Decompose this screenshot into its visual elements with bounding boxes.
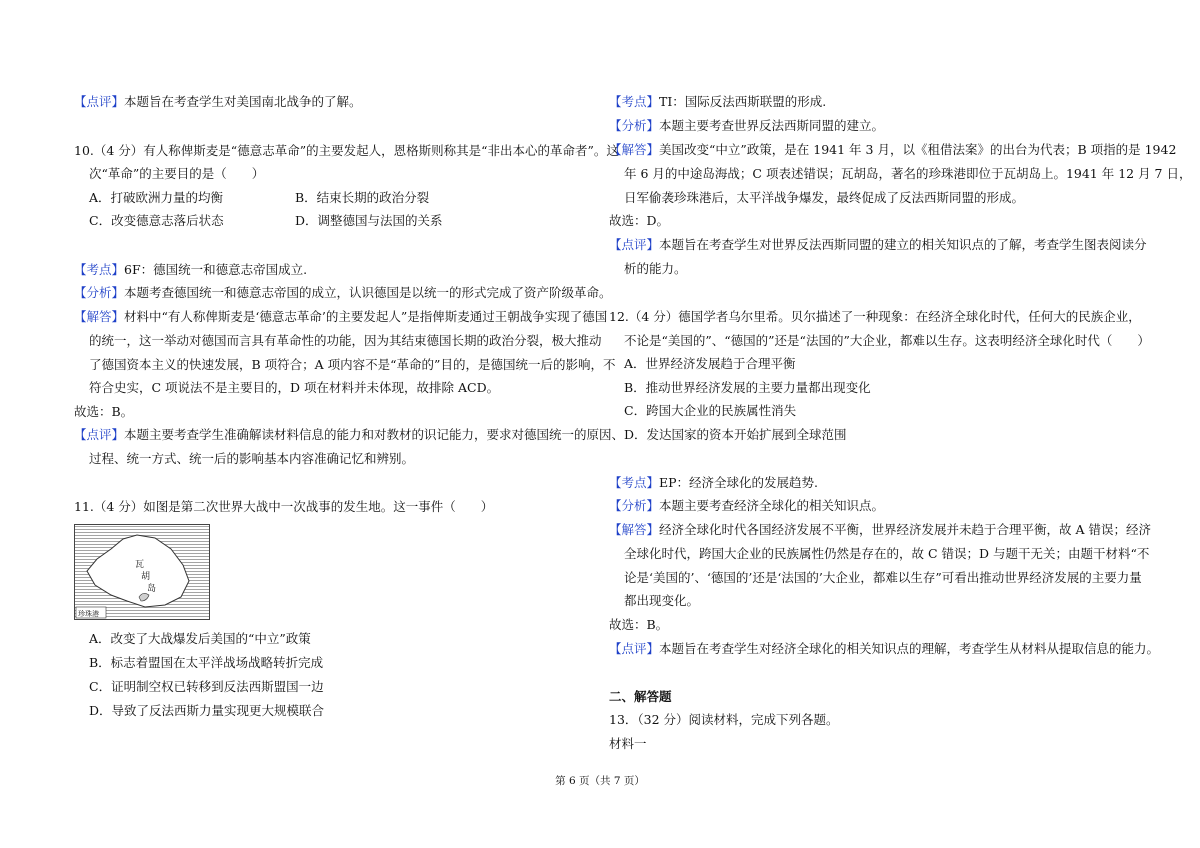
- question-12-option-c: C．跨国大企业的民族属性消失: [624, 403, 797, 418]
- q11-dianping: [609, 237, 1147, 253]
- question-10-stem: 10.（4 分）有人称俾斯麦是“德意志革命”的主要发起人，恩格斯则称其是“非出本心的革命者”。这: [74, 143, 619, 158]
- kaodian-tag: 【考点】: [609, 475, 660, 490]
- q12-jieda-line2: 全球化时代，跨国大企业的民族属性仍然是存在的，故 C 错误；D 与题干无关；由题干材料“不: [624, 546, 1150, 561]
- page-footer: 第 6 页（共 7 页）: [555, 775, 645, 787]
- question-11-option-c: C．证明制空权已转移到反法西斯盟国一边: [89, 679, 324, 694]
- fenxi-text: 本题主要考查经济全球化的相关知识点。: [659, 498, 885, 513]
- q12-jieda-line4: 都出现变化。: [624, 593, 700, 608]
- jieda-tag: 【解答】: [609, 142, 660, 157]
- q12-jieda-line3: 论是‘美国的’、‘德国的’还是‘法国的’大企业，都难以生存”可看出推动世界经济发展的主要力量: [624, 570, 1142, 585]
- dianping-text: 本题旨在考查学生对世界反法西斯同盟的建立的相关知识点的了解，考查学生图表阅读分: [659, 237, 1147, 252]
- fenxi-tag: 【分析】: [609, 118, 660, 133]
- q10-answer: 故选：B。: [74, 404, 134, 419]
- q12-kaodian: [609, 475, 818, 491]
- fenxi-tag: 【分析】: [609, 498, 660, 513]
- question-12-option-b: B．推动世界经济发展的主要力量都出现变化: [624, 380, 871, 395]
- jieda-tag: 【解答】: [74, 309, 125, 324]
- jieda-text: 美国改变“中立”政策，是在 1941 年 3 月，以《租借法案》的出台为代表；B 项指的是 1942: [659, 142, 1177, 157]
- question-11-option-b: B．标志着盟国在太平洋战场战略转折完成: [89, 655, 324, 670]
- question-11-option-d: D．导致了反法西斯力量实现更大规模联合: [89, 703, 325, 718]
- q12-jieda: [609, 522, 1151, 538]
- question-12-stem: 12.（4 分）德国学者乌尔里希。贝尔描述了一种现象：在经济全球化时代，任何大的民族企业，: [609, 309, 1141, 324]
- comment-tag: 【点评】: [74, 94, 125, 109]
- map-label-wa: 瓦: [135, 560, 145, 570]
- comment-text: 本题旨在考查学生对美国南北战争的了解。: [124, 94, 362, 109]
- question-11-option-a: A．改变了大战爆发后美国的“中立”政策: [89, 631, 311, 646]
- dianping-tag: 【点评】: [609, 641, 660, 656]
- question-10-option-b: B．结束长期的政治分裂: [295, 190, 430, 205]
- question-10-option-c: C．改变德意志落后状态: [89, 213, 224, 228]
- q11-jieda: [609, 142, 1176, 158]
- question-12-option-a: A．世界经济发展趋于合理平衡: [624, 356, 796, 371]
- fenxi-tag: 【分析】: [74, 285, 125, 300]
- map-figure: [75, 525, 209, 619]
- q10-kaodian: [74, 262, 307, 278]
- kaodian-tag: 【考点】: [609, 94, 660, 109]
- jieda-text: 材料中“有人称俾斯麦是‘德意志革命’的主要发起人”是指俾斯麦通过王朝战争实现了德国: [124, 309, 608, 324]
- map-label-pearl-harbor: 珍珠港: [78, 610, 99, 618]
- q12-dianping: [609, 641, 1159, 657]
- q10-dianping-line2: 过程、统一方式、统一后的影响基本内容准确记忆和辨别。: [89, 451, 415, 466]
- q11-jieda-line3: 日军偷袭珍珠港后，太平洋战争爆发，最终促成了反法西斯同盟的形成。: [624, 190, 1025, 205]
- q11-dianping-line2: 析的能力。: [624, 261, 687, 276]
- fenxi-text: 本题主要考查世界反法西斯同盟的建立。: [659, 118, 885, 133]
- dianping-text: 本题旨在考查学生对经济全球化的相关知识点的理解，考查学生从材料从提取信息的能力。: [659, 641, 1160, 656]
- q10-jieda: [74, 309, 607, 325]
- kaodian-tag: 【考点】: [74, 262, 125, 277]
- q10-jieda-line4: 符合史实，C 项说法不是主要目的，D 项在材料并未体现，故排除 ACD。: [89, 380, 500, 395]
- q11-fenxi: [609, 118, 884, 134]
- material-one-label: 材料一: [609, 736, 647, 751]
- q10-jieda-line2: 的统一，这一举动对德国而言具有革命性的功能，因为其结束德国长期的政治分裂，极大推动: [89, 333, 602, 348]
- question-10-option-d: D．调整德国与法国的关系: [295, 213, 443, 228]
- comment-line: [74, 94, 362, 110]
- dianping-tag: 【点评】: [609, 237, 660, 252]
- dianping-tag: 【点评】: [74, 427, 125, 442]
- fenxi-text: 本题考查德国统一和德意志帝国的成立，认识德国是以统一的形式完成了资产阶级革命。: [124, 285, 612, 300]
- q12-fenxi: [609, 498, 884, 514]
- kaodian-text: TI：国际反法西斯联盟的形成.: [659, 94, 827, 109]
- question-13-stem: 13．（32 分）阅读材料，完成下列各题。: [609, 712, 839, 727]
- kaodian-text: EP：经济全球化的发展趋势.: [659, 475, 819, 490]
- q10-jieda-line3: 了德国资本主义的快速发展，B 项符合；A 项内容不是“革命的”目的，是德国统一后的影响，不: [89, 357, 616, 372]
- section-heading: 二、解答题: [609, 689, 672, 704]
- map-label-hu: 胡: [141, 572, 151, 582]
- q11-answer: 故选：D。: [609, 213, 670, 228]
- jieda-text: 经济全球化时代各国经济发展不平衡，世界经济发展并未趋于合理平衡，故 A 错误；经济: [659, 522, 1151, 537]
- map-label-dao: 岛: [147, 584, 157, 594]
- q10-fenxi: [74, 285, 612, 301]
- question-12-option-d: D．发达国家的资本开始扩展到全球范围: [624, 427, 847, 442]
- q10-dianping: [74, 427, 624, 443]
- question-11-stem: 11.（4 分）如图是第二次世界大战中一次战事的发生地。这一事件（ ）: [74, 499, 494, 514]
- q11-kaodian: [609, 94, 826, 110]
- question-10-stem-cont: 次“革命”的主要目的是（ ）: [89, 166, 265, 181]
- question-10-option-a: A．打破欧洲力量的均衡: [89, 190, 224, 205]
- q11-jieda-line2: 年 6 月的中途岛海战；C 项表述错误；瓦胡岛，著名的珍珠港即位于瓦胡岛上。1941 年 12 月 7 日，: [624, 166, 1192, 181]
- q12-answer: 故选：B。: [609, 617, 669, 632]
- question-12-stem-cont: 不论是“美国的”、“德国的”还是“法国的”大企业，都难以生存。这表明经济全球化时代（ ）: [624, 333, 1150, 348]
- oahu-island-map: [74, 524, 210, 620]
- jieda-tag: 【解答】: [609, 522, 660, 537]
- dianping-text: 本题主要考查学生准确解读材料信息的能力和对教材的识记能力，要求对德国统一的原因、: [124, 427, 625, 442]
- kaodian-text: 6F：德国统一和德意志帝国成立.: [124, 262, 308, 277]
